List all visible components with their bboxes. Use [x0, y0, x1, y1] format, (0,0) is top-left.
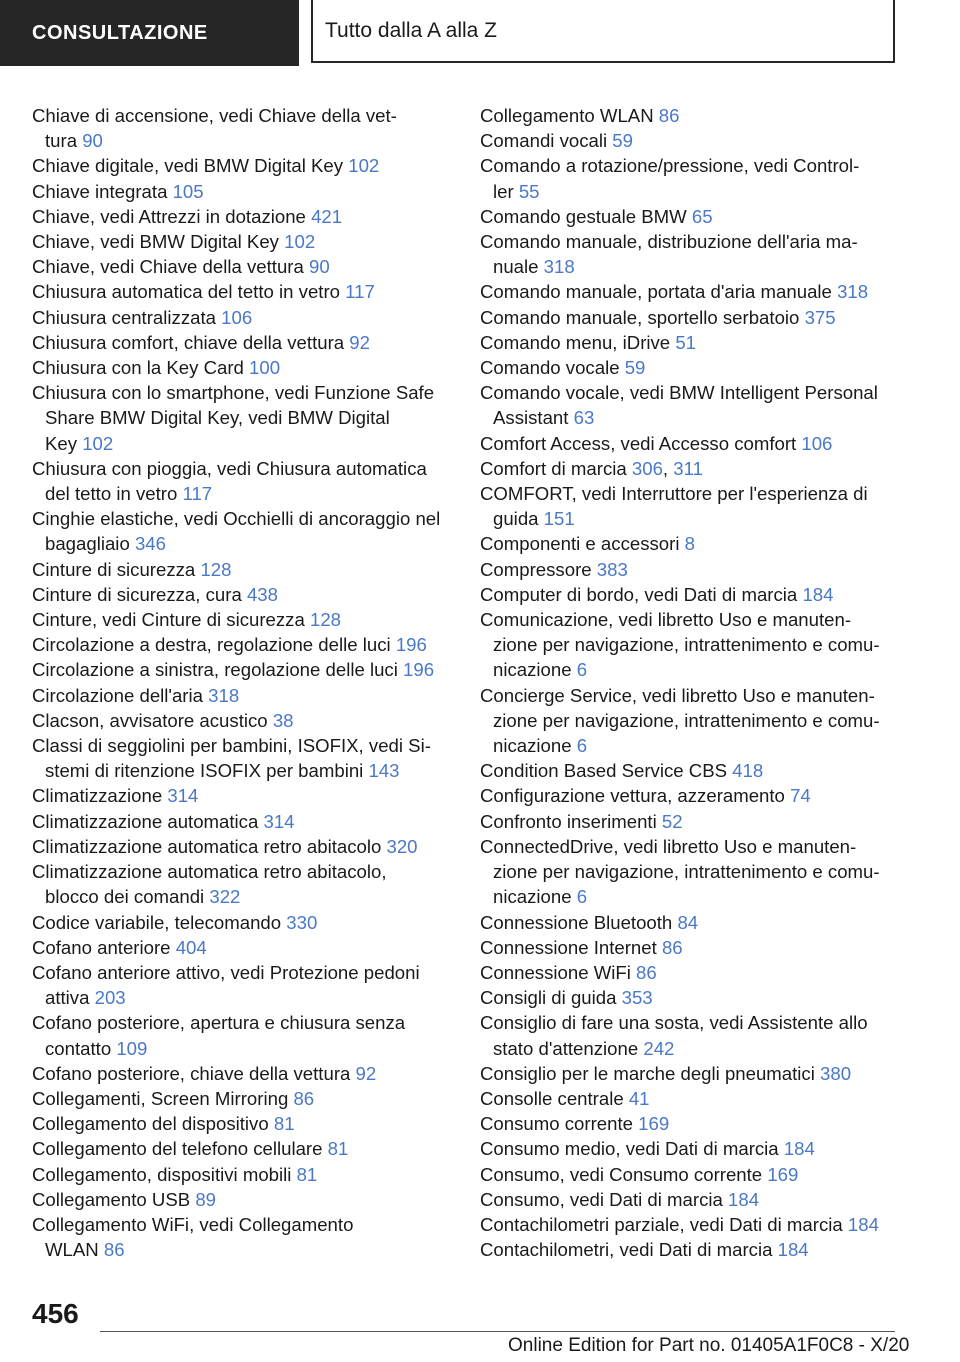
- page-reference-link[interactable]: 59: [624, 357, 646, 379]
- index-entry-text: nicazione: [493, 659, 572, 681]
- index-entry: Comfort di marcia 306, 311: [480, 457, 703, 479]
- index-entry: [480, 481, 920, 531]
- page-reference-link[interactable]: 117: [345, 281, 375, 303]
- index-entry: [480, 1162, 920, 1187]
- index-entry-text: tura: [45, 130, 78, 152]
- page-reference-link[interactable]: 38: [272, 709, 294, 731]
- page-reference-link[interactable]: 314: [167, 785, 199, 807]
- index-entry-text: Chiusura con pioggia, vedi Chiusura automatica: [32, 457, 427, 479]
- index-entry-text: zione per navigazione, intrattenimento e comu-: [493, 861, 880, 883]
- index-entry-text: stemi di ritenzione ISOFIX per bambini: [45, 760, 364, 782]
- index-entry-text: Contachilometri, vedi Dati di marcia: [480, 1239, 773, 1261]
- index-entry-text: Clacson, avvisatore acustico: [32, 709, 268, 731]
- index-entry: [480, 128, 920, 153]
- index-entry-text: Concierge Service, vedi libretto Uso e manuten-: [480, 684, 875, 706]
- index-entry: [32, 506, 472, 556]
- index-entry-text: Key: [45, 432, 78, 454]
- index-entry-text: Consumo, vedi Dati di marcia: [480, 1188, 723, 1210]
- page-reference-link[interactable]: 86: [658, 105, 680, 126]
- page-reference-link[interactable]: 320: [386, 835, 418, 857]
- index-entry: [480, 204, 920, 229]
- page-reference-link[interactable]: 128: [310, 609, 342, 631]
- index-entry-text: Circolazione a destra, regolazione delle luci: [32, 634, 391, 656]
- page-reference-link[interactable]: 184: [728, 1188, 760, 1210]
- index-entry-text: Consigli di guida: [480, 987, 617, 1009]
- index-entry: [32, 254, 472, 279]
- index-entry-text: ConnectedDrive, vedi libretto Uso e manuten-: [480, 835, 857, 857]
- index-entry: [480, 935, 920, 960]
- index-entry: [480, 279, 920, 304]
- index-entry-text: attiva: [45, 987, 90, 1009]
- index-entry: [32, 279, 472, 304]
- index-entry: [32, 582, 472, 607]
- index-entry-text: Connessione WiFi: [480, 961, 631, 983]
- page-reference-link[interactable]: 8: [684, 533, 695, 555]
- index-entry-text: Chiave integrata: [32, 180, 168, 202]
- page-reference-link[interactable]: 81: [327, 1138, 349, 1160]
- index-entry-text: Chiusura comfort, chiave della vettura: [32, 331, 345, 353]
- index-entry: [32, 103, 472, 153]
- index-entry-text: Comando menu, iDrive: [480, 331, 671, 353]
- page-reference-link[interactable]: 318: [543, 256, 575, 278]
- chapter-title: Tutto dalla A alla Z: [325, 18, 497, 42]
- index-entry-text: Consiglio di fare una sosta, vedi Assistente allo: [480, 1012, 868, 1034]
- page-reference-link[interactable]: 169: [638, 1113, 670, 1135]
- index-entry-text: Comando vocale: [480, 357, 620, 379]
- index-entry: [32, 910, 472, 935]
- page-reference-link[interactable]: 184: [777, 1239, 809, 1261]
- index-entry-text: Comando manuale, sportello serbatoio: [480, 306, 800, 328]
- page-reference-link[interactable]: 102: [82, 432, 114, 454]
- index-entry-text: Comunicazione, vedi libretto Uso e manuten-: [480, 609, 852, 631]
- index-entry: [480, 103, 920, 128]
- index-entry: [32, 607, 472, 632]
- index-entry-text: Consumo medio, vedi Dati di marcia: [480, 1138, 779, 1160]
- index-entry-text: Classi di seggiolini per bambini, ISOFIX, vedi Si-: [32, 735, 431, 757]
- page-reference-link[interactable]: 438: [246, 583, 278, 605]
- index-entry-text: Collegamento WLAN: [480, 105, 654, 126]
- index-column-left: [32, 103, 472, 1262]
- index-entry: [32, 960, 472, 1010]
- index-entry-text: Climatizzazione automatica retro abitacolo,: [32, 861, 387, 883]
- page-reference-link[interactable]: 86: [636, 961, 657, 983]
- index-entry-text: Assistant: [493, 407, 569, 429]
- index-entry: [480, 1010, 920, 1060]
- index-entry-text: Consumo corrente: [480, 1113, 633, 1135]
- index-entry-text: Connessione Internet: [480, 936, 657, 958]
- index-entry-text: Cofano posteriore, apertura e chiusura senza: [32, 1012, 406, 1034]
- index-entry-text: Cofano posteriore, chiave della vettura: [32, 1062, 351, 1084]
- index-entry: [32, 657, 472, 682]
- index-entry-text: Chiave di accensione, vedi Chiave della vet-: [32, 105, 397, 126]
- index-entry-text: Collegamento USB: [32, 1188, 191, 1210]
- page-reference-link[interactable]: 306: [631, 457, 663, 479]
- page-reference-link[interactable]: 59: [612, 130, 633, 152]
- page-reference-link[interactable]: 353: [621, 987, 653, 1009]
- page-reference-link[interactable]: 6: [576, 659, 588, 681]
- index-entry-text: Collegamento WiFi, vedi Collegamento: [32, 1213, 354, 1235]
- index-entry-text: Confronto inserimenti: [480, 810, 657, 832]
- index-column-right: [480, 103, 920, 1262]
- index-entry-text: Cofano anteriore attivo, vedi Protezione pedoni: [32, 961, 420, 983]
- index-entry-text: Chiusura centralizzata: [32, 306, 216, 328]
- index-entry-text: nicazione: [493, 886, 572, 908]
- index-entry: [32, 834, 472, 859]
- index-entry: [480, 330, 920, 355]
- page-reference-link[interactable]: 89: [195, 1188, 216, 1210]
- page-reference-link[interactable]: 6: [576, 886, 588, 908]
- index-entry: [480, 1237, 920, 1262]
- index-entry-text: nicazione: [493, 735, 572, 757]
- index-entry: [32, 229, 472, 254]
- page-reference-link[interactable]: 196: [403, 659, 435, 681]
- page-reference-link[interactable]: 404: [175, 936, 207, 958]
- index-entry-text: Cofano anteriore: [32, 936, 171, 958]
- index-entry: [32, 305, 472, 330]
- page-reference-link[interactable]: 151: [543, 508, 575, 530]
- page-reference-link[interactable]: 65: [691, 205, 713, 227]
- index-entry: [480, 229, 920, 279]
- index-entry-text: Computer di bordo, vedi Dati di marcia: [480, 583, 798, 605]
- index-entry: [32, 733, 472, 783]
- index-entry-text: Comandi vocali: [480, 130, 608, 152]
- page-reference-link[interactable]: 106: [221, 306, 253, 328]
- index-entry-text: Chiave, vedi Chiave della vettura: [32, 256, 304, 278]
- page-reference-link[interactable]: 81: [296, 1163, 318, 1185]
- page-reference-link[interactable]: 52: [661, 810, 683, 832]
- index-entry-text: Chiusura automatica del tetto in vetro: [32, 281, 340, 303]
- page-reference-link[interactable]: 380: [820, 1062, 852, 1084]
- index-entry: [32, 1212, 472, 1262]
- index-entry-text: WLAN: [45, 1239, 99, 1261]
- page-reference-link[interactable]: 86: [293, 1087, 315, 1109]
- page-reference-link[interactable]: 6: [576, 735, 588, 757]
- index-entry: [480, 809, 920, 834]
- page-reference-link[interactable]: 169: [767, 1163, 799, 1185]
- page-reference-link[interactable]: 90: [82, 130, 103, 152]
- index-entry-text: Circolazione dell'aria: [32, 684, 203, 706]
- page-reference-link[interactable]: 92: [349, 331, 370, 353]
- index-entry-text: Collegamento, dispositivi mobili: [32, 1163, 292, 1185]
- index-entry-text: guida: [493, 508, 539, 530]
- page-reference-link[interactable]: 375: [804, 306, 836, 328]
- index-entry-text: Chiusura con lo smartphone, vedi Funzione Safe: [32, 382, 435, 404]
- index-entry: [480, 531, 920, 556]
- index-entry-text: Comando manuale, portata d'aria manuale: [480, 281, 832, 303]
- index-entry: [32, 809, 472, 834]
- page-reference-link[interactable]: 184: [802, 583, 834, 605]
- index-entry: [32, 355, 472, 380]
- index-entry-text: Cinture, vedi Cinture di sicurezza: [32, 609, 305, 631]
- page-reference-link[interactable]: 383: [596, 558, 628, 580]
- index-entry: [480, 582, 920, 607]
- index-entry-text: Compressore: [480, 558, 592, 580]
- index-entry: [480, 355, 920, 380]
- page-reference-link[interactable]: 86: [661, 936, 683, 958]
- page-reference-link[interactable]: 330: [286, 911, 318, 933]
- page-reference-link[interactable]: 86: [103, 1239, 125, 1261]
- index-entry: [480, 985, 920, 1010]
- page-reference-link[interactable]: 105: [172, 180, 204, 202]
- page-reference-link[interactable]: 109: [116, 1037, 148, 1059]
- section-tab: [0, 0, 299, 66]
- index-entry-text: Circolazione a sinistra, regolazione delle luci: [32, 659, 398, 681]
- index-entry-text: Connessione Bluetooth: [480, 911, 673, 933]
- index-entry: [480, 607, 920, 683]
- index-entry-text: Collegamento del telefono cellulare: [32, 1138, 323, 1160]
- index-entry-text: ler: [493, 180, 514, 202]
- page-reference-link[interactable]: 346: [134, 533, 166, 555]
- index-entry: [32, 330, 472, 355]
- page-reference-link[interactable]: 314: [263, 810, 295, 832]
- index-entry: [480, 153, 920, 203]
- page-reference-link[interactable]: 63: [573, 407, 595, 429]
- index-entry-text: Share BMW Digital Key, vedi BMW Digital: [45, 407, 390, 429]
- page-reference-link[interactable]: 196: [395, 634, 427, 656]
- page-reference-link[interactable]: 311: [673, 457, 703, 479]
- section-title: CONSULTAZIONE: [32, 21, 208, 44]
- index-entry: [480, 834, 920, 910]
- index-entry-text: zione per navigazione, intrattenimento e comu-: [493, 709, 880, 731]
- index-entry: [32, 1086, 472, 1111]
- page-reference-link[interactable]: 84: [677, 911, 699, 933]
- index-entry: [32, 783, 472, 808]
- index-entry-text: Consumo, vedi Consumo corrente: [480, 1163, 763, 1185]
- page-reference-link[interactable]: 90: [309, 256, 330, 278]
- page-reference-link[interactable]: 117: [182, 483, 213, 505]
- index-entry: [32, 1187, 472, 1212]
- index-entry-text: Climatizzazione automatica retro abitacolo: [32, 835, 382, 857]
- index-entry: [32, 1061, 472, 1086]
- index-entry-text: Climatizzazione automatica: [32, 810, 259, 832]
- page-reference-link[interactable]: 318: [837, 281, 869, 303]
- index-entry: [480, 1136, 920, 1161]
- index-entry-text: Cinture di sicurezza, cura: [32, 583, 242, 605]
- index-entry-text: Chiave, vedi Attrezzi in dotazione: [32, 205, 306, 227]
- page-reference-link[interactable]: 184: [783, 1138, 815, 1160]
- index-entry: [480, 431, 920, 456]
- index-entry-text: contatto: [45, 1037, 112, 1059]
- page-reference-link[interactable]: 203: [94, 987, 126, 1009]
- index-entry: [32, 456, 472, 506]
- index-entry-text: bagagliaio: [45, 533, 130, 555]
- index-entry: [480, 1212, 920, 1237]
- index-entry-text: Chiave digitale, vedi BMW Digital Key: [32, 155, 344, 177]
- page-reference-link[interactable]: 55: [518, 180, 540, 202]
- index-entry: [32, 1111, 472, 1136]
- page-reference-link[interactable]: 418: [732, 760, 764, 782]
- index-entry-text: Componenti e accessori: [480, 533, 680, 555]
- index-entry-text: Codice variabile, telecomando: [32, 911, 282, 933]
- index-entry: [32, 153, 472, 178]
- index-entry-text: Comando manuale, distribuzione dell'aria ma-: [480, 231, 858, 253]
- index-entry: [32, 204, 472, 229]
- page-reference-link[interactable]: 322: [209, 886, 241, 908]
- index-entry: [32, 859, 472, 909]
- index-entry-text: Contachilometri parziale, vedi Dati di marcia: [480, 1213, 843, 1235]
- index-entry: [480, 960, 920, 985]
- index-entry: [32, 683, 472, 708]
- index-entry: [32, 632, 472, 657]
- index-entry-text: Consiglio per le marche degli pneumatici: [480, 1062, 815, 1084]
- index-entry-text: stato d'attenzione: [493, 1037, 639, 1059]
- index-entry-text: Comfort di marcia: [480, 457, 627, 479]
- index-entry: [32, 708, 472, 733]
- index-entry: [480, 557, 920, 582]
- index-entry: [32, 935, 472, 960]
- page-reference-link[interactable]: 102: [284, 231, 316, 253]
- footer-divider: [100, 1331, 895, 1332]
- chapter-tab: [311, 0, 895, 63]
- index-entry-text: Configurazione vettura, azzeramento: [480, 785, 785, 807]
- index-entry: [480, 1061, 920, 1086]
- index-entry-text: blocco dei comandi: [45, 886, 205, 908]
- index-entry: [480, 1187, 920, 1212]
- page-reference-link[interactable]: 143: [368, 760, 400, 782]
- index-entry: [480, 910, 920, 935]
- index-entry-text: Climatizzazione: [32, 785, 163, 807]
- page-reference-link[interactable]: 128: [200, 558, 232, 580]
- index-entry: [480, 1111, 920, 1136]
- index-entry-text: Consolle centrale: [480, 1087, 624, 1109]
- page-reference-link[interactable]: 184: [847, 1213, 879, 1235]
- index-entry-text: Comfort Access, vedi Accesso comfort: [480, 432, 797, 454]
- index-entry-text: Collegamenti, Screen Mirroring: [32, 1087, 289, 1109]
- page-number: 456: [32, 1298, 79, 1329]
- footer-edition: Online Edition for Part no. 01405A1F0C8 - X/20: [508, 1335, 910, 1356]
- page-reference-link[interactable]: 100: [249, 357, 281, 379]
- page-reference-link[interactable]: 421: [311, 205, 343, 227]
- page-reference-link[interactable]: 318: [208, 684, 240, 706]
- page-reference-link[interactable]: 51: [675, 331, 697, 353]
- index-entry-text: COMFORT, vedi Interruttore per l'esperienza di: [480, 483, 868, 505]
- index-entry: [480, 683, 920, 759]
- index-entry: [32, 1010, 472, 1060]
- page-reference-link[interactable]: 81: [273, 1113, 295, 1135]
- index-entry-text: Condition Based Service CBS: [480, 760, 728, 782]
- page-reference-link[interactable]: 242: [643, 1037, 675, 1059]
- index-entry: [480, 1086, 920, 1111]
- index-entry: [32, 380, 472, 456]
- index-entry: [480, 783, 920, 808]
- page-header: [0, 0, 960, 66]
- index-entry-text: Cinture di sicurezza: [32, 558, 196, 580]
- index-entry-text: Comando gestuale BMW: [480, 205, 687, 227]
- index-entry-text: Cinghie elastiche, vedi Occhielli di ancoraggio nel: [32, 508, 441, 530]
- index-entry: [480, 380, 920, 430]
- index-entry: [32, 1162, 472, 1187]
- index-entry-text: Chiave, vedi BMW Digital Key: [32, 231, 279, 253]
- index-entry: [480, 758, 920, 783]
- index-entry-text: Chiusura con la Key Card: [32, 357, 244, 379]
- index-entry: [32, 557, 472, 582]
- index-entry-text: Collegamento del dispositivo: [32, 1113, 269, 1135]
- index-entry: [32, 179, 472, 204]
- page-reference-link[interactable]: 102: [348, 155, 380, 177]
- page-reference-link[interactable]: 74: [790, 785, 811, 807]
- page-reference-link[interactable]: 92: [355, 1062, 377, 1084]
- index-entry: [480, 305, 920, 330]
- page-reference-link[interactable]: 41: [628, 1087, 650, 1109]
- index-entry-text: zione per navigazione, intrattenimento e comu-: [493, 634, 880, 656]
- index-entry-text: Comando vocale, vedi BMW Intelligent Personal: [480, 382, 878, 404]
- index-entry-text: Comando a rotazione/pressione, vedi Control-: [480, 155, 860, 177]
- index-entry: [32, 1136, 472, 1161]
- index-entry-text: del tetto in vetro: [45, 483, 178, 505]
- page-reference-link[interactable]: 106: [801, 432, 833, 454]
- index-entry-text: nuale: [493, 256, 539, 278]
